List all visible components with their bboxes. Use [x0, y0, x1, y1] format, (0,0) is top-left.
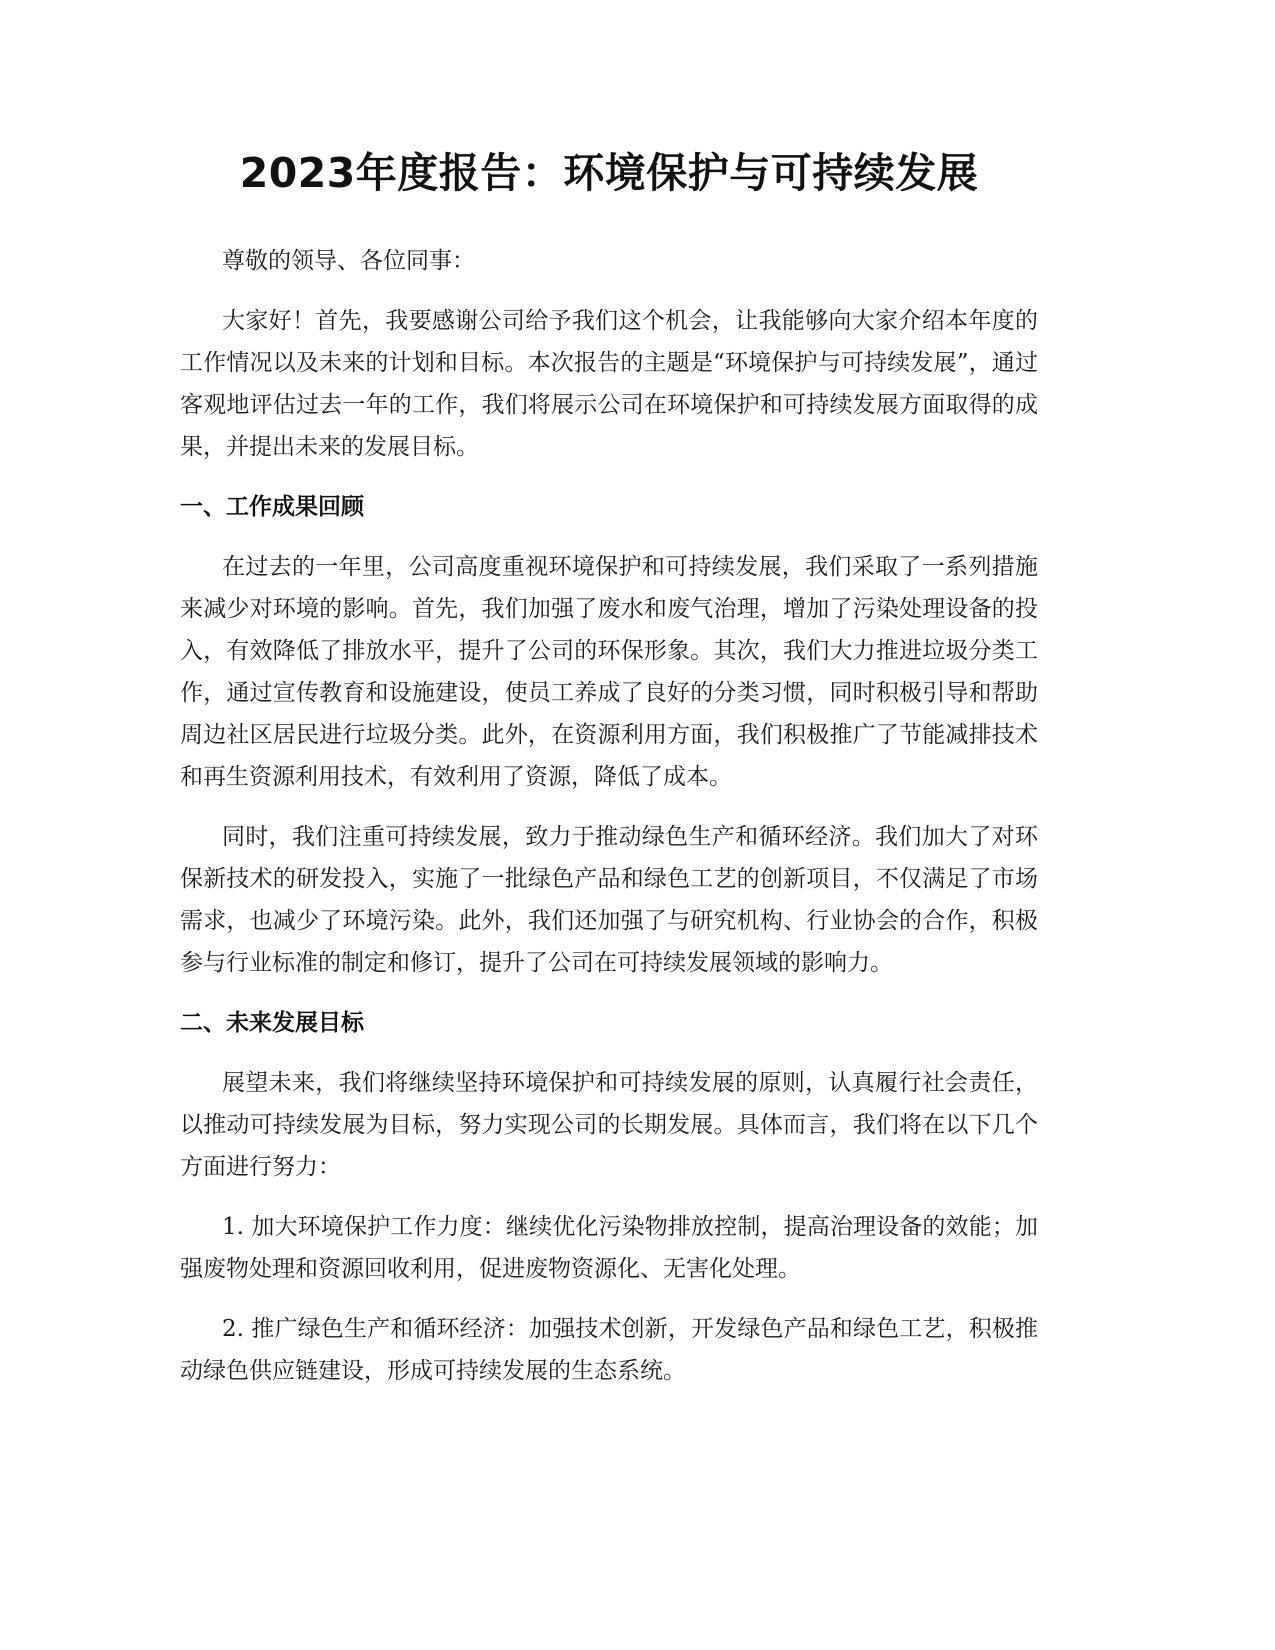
paragraph-spacer: [180, 528, 1038, 546]
paragraph-spacer: [180, 1188, 1038, 1206]
paragraph-spacer: [180, 984, 1038, 1002]
achievements-paragraph-2: 同时，我们注重可持续发展，致力于推动绿色生产和循环经济。我们加大了对环保新技术的研发投入，实施了一批绿色产品和绿色工艺的创新项目，不仅满足了市场需求，也减少了环境污染。此外，我们还加强了与研究机构、行业协会的合作，积极参与行业标准的制定和修订，提升了公司在可持续发展领域的影响力。: [180, 824, 1038, 976]
intro-paragraph: 大家好！首先，我要感谢公司给予我们这个机会，让我能够向大家介绍本年度的工作情况以及未来的计划和目标。本次报告的主题是“环境保护与可持续发展”，通过客观地评估过去一年的工作，我们将展示公司在环境保护和可持续发展方面取得的成果，并提出未来的发展目标。: [180, 308, 1038, 460]
section-heading-achievements: 一、工作成果回顾: [180, 494, 364, 520]
paragraph-spacer: [180, 282, 1038, 300]
achievements-paragraph-1: 在过去的一年里，公司高度重视环境保护和可持续发展，我们采取了一系列措施来减少对环境的影响。首先，我们加强了废水和废气治理，增加了污染处理设备的投入，有效降低了排放水平，提升了公司的环保形象。其次，我们大力推进垃圾分类工作，通过宣传教育和设施建设，使员工养成了良好的分类习惯，同时积极引导和帮助周边社区居民进行垃圾分类。此外，在资源利用方面，我们积极推广了节能减排技术和再生资源利用技术，有效利用了资源，降低了成本。: [180, 554, 1038, 790]
title-spacer: [180, 206, 1038, 240]
greeting-paragraph: 尊敬的领导、各位同事：: [222, 248, 475, 274]
section-heading-future-goals: 二、未来发展目标: [180, 1010, 364, 1036]
paragraph-spacer: [180, 1290, 1038, 1308]
document-body: [180, 140, 1038, 1392]
paragraph-spacer: [180, 1044, 1038, 1062]
goal-item-2: 2. 推广绿色生产和循环经济：加强技术创新，开发绿色产品和绿色工艺，积极推动绿色供应链建设，形成可持续发展的生态系统。: [180, 1316, 1038, 1384]
paragraph-spacer: [180, 798, 1038, 816]
future-goals-paragraph: 展望未来，我们将继续坚持环境保护和可持续发展的原则，认真履行社会责任，以推动可持续发展为目标，努力实现公司的长期发展。具体而言，我们将在以下几个方面进行努力：: [180, 1070, 1038, 1180]
paragraph-spacer: [180, 468, 1038, 486]
page-title: 2023年度报告：环境保护与可持续发展: [239, 149, 979, 197]
goal-item-1: 1. 加大环境保护工作力度：继续优化污染物排放控制，提高治理设备的效能；加强废物处理和资源回收利用，促进废物资源化、无害化处理。: [180, 1214, 1038, 1282]
